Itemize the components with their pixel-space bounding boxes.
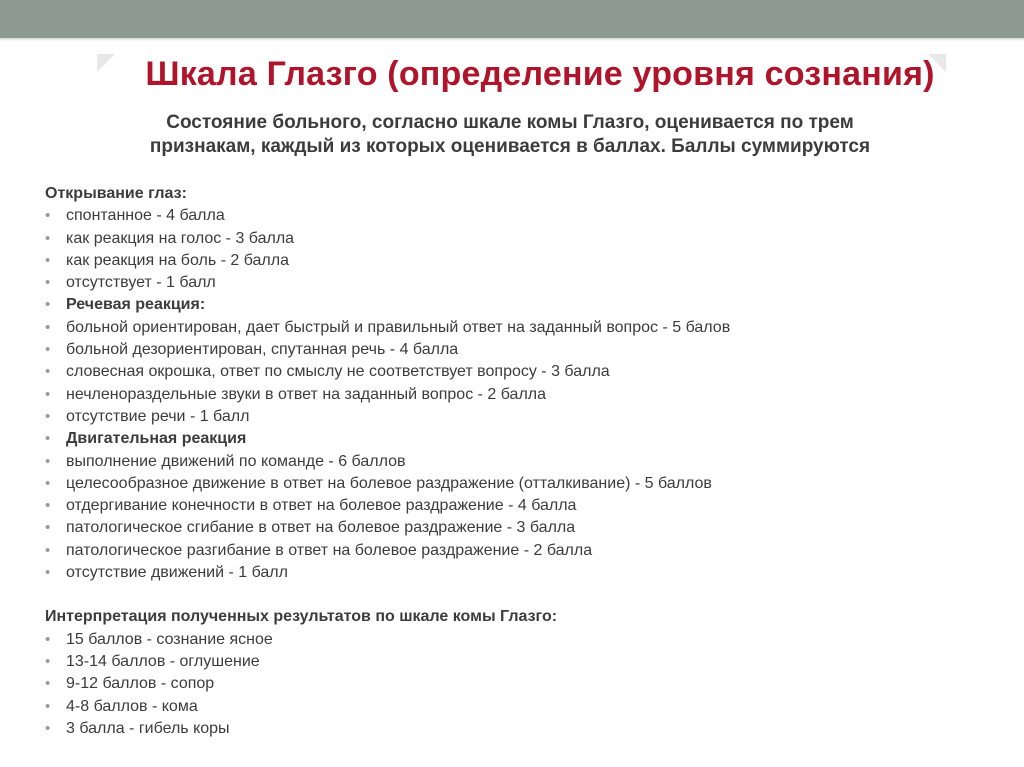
bullet-icon: • — [45, 341, 51, 359]
slide-content — [45, 183, 985, 740]
motor-heading: • Двигательная реакция — [45, 428, 985, 450]
top-bar-shadow — [0, 38, 1024, 41]
list-item: • целесообразное движение в ответ на болевое раздражение (отталкивание) - 5 баллов — [45, 473, 985, 495]
list-item: • патологическое разгибание в ответ на болевое раздражение - 2 балла — [45, 540, 985, 562]
list-item: • 9-12 баллов - сопор — [45, 673, 985, 695]
bullet-icon: • — [45, 719, 51, 737]
bullet-icon: • — [45, 474, 51, 492]
bullet-icon: • — [45, 274, 51, 292]
bullet-icon: • — [45, 497, 51, 515]
section-spacer — [45, 584, 985, 606]
bullet-icon: • — [45, 229, 51, 247]
speech-heading: • Речевая реакция: — [45, 294, 985, 316]
subtitle-line-2: признакам, каждый из которых оценивается в баллах. Баллы суммируются — [149, 136, 871, 157]
bullet-icon: • — [45, 407, 51, 425]
bullet-icon: • — [45, 318, 51, 336]
list-item: • как реакция на голос - 3 балла — [45, 228, 985, 250]
list-item: • больной ориентирован, дает быстрый и правильный ответ на заданный вопрос - 5 балов — [45, 317, 985, 339]
eyes-heading: Открывание глаз: — [45, 185, 187, 202]
bullet-icon: • — [45, 675, 51, 693]
list-item: • 3 балла - гибель коры — [45, 718, 985, 740]
list-item: • 13-14 баллов - оглушение — [45, 651, 985, 673]
list-item: • выполнение движений по команде - 6 баллов — [45, 451, 985, 473]
list-item: • словесная окрошка, ответ по смыслу не соответствует вопросу - 3 балла — [45, 361, 985, 383]
list-item: • спонтанное - 4 балла — [45, 205, 985, 227]
interpretation-heading: Интерпретация полученных результатов по шкале комы Глазго: — [45, 608, 558, 626]
list-item: • нечленораздельные звуки в ответ на заданный вопрос - 2 балла — [45, 384, 985, 406]
top-decorative-bar — [0, 0, 1024, 38]
bullet-icon: • — [45, 630, 51, 648]
list-item: • отсутствует - 1 балл — [45, 272, 985, 294]
bullet-icon: • — [45, 363, 51, 381]
bullet-icon: • — [45, 652, 51, 670]
bullet-icon: • — [45, 519, 51, 537]
list-item: • отдергивание конечности в ответ на болевое раздражение - 4 балла — [45, 495, 985, 517]
bullet-icon: • — [45, 296, 51, 314]
list-item: • отсутствие речи - 1 балл — [45, 406, 985, 428]
bullet-icon: • — [45, 452, 51, 470]
bullet-icon: • — [45, 697, 51, 715]
bullet-icon: • — [45, 541, 51, 559]
list-item: • 15 баллов - сознание ясное — [45, 629, 985, 651]
bullet-icon: • — [45, 251, 51, 269]
bullet-icon: • — [45, 207, 51, 225]
list-item: • патологическое сгибание в ответ на болевое раздражение - 3 балла — [45, 517, 985, 539]
bullet-icon: • — [45, 430, 51, 448]
slide-subtitle — [40, 111, 980, 159]
list-item: • больной дезориентирован, спутанная речь - 4 балла — [45, 339, 985, 361]
bullet-icon: • — [45, 564, 51, 582]
bullet-icon: • — [45, 385, 51, 403]
slide-title: Шкала Глазго (определение уровня сознания) — [145, 55, 935, 93]
subtitle-line-1: Состояние больного, согласно шкале комы Глазго, оценивается по трем — [166, 112, 854, 133]
list-item: • как реакция на боль - 2 балла — [45, 250, 985, 272]
list-item: • 4-8 баллов - кома — [45, 696, 985, 718]
list-item: • отсутствие движений - 1 балл — [45, 562, 985, 584]
